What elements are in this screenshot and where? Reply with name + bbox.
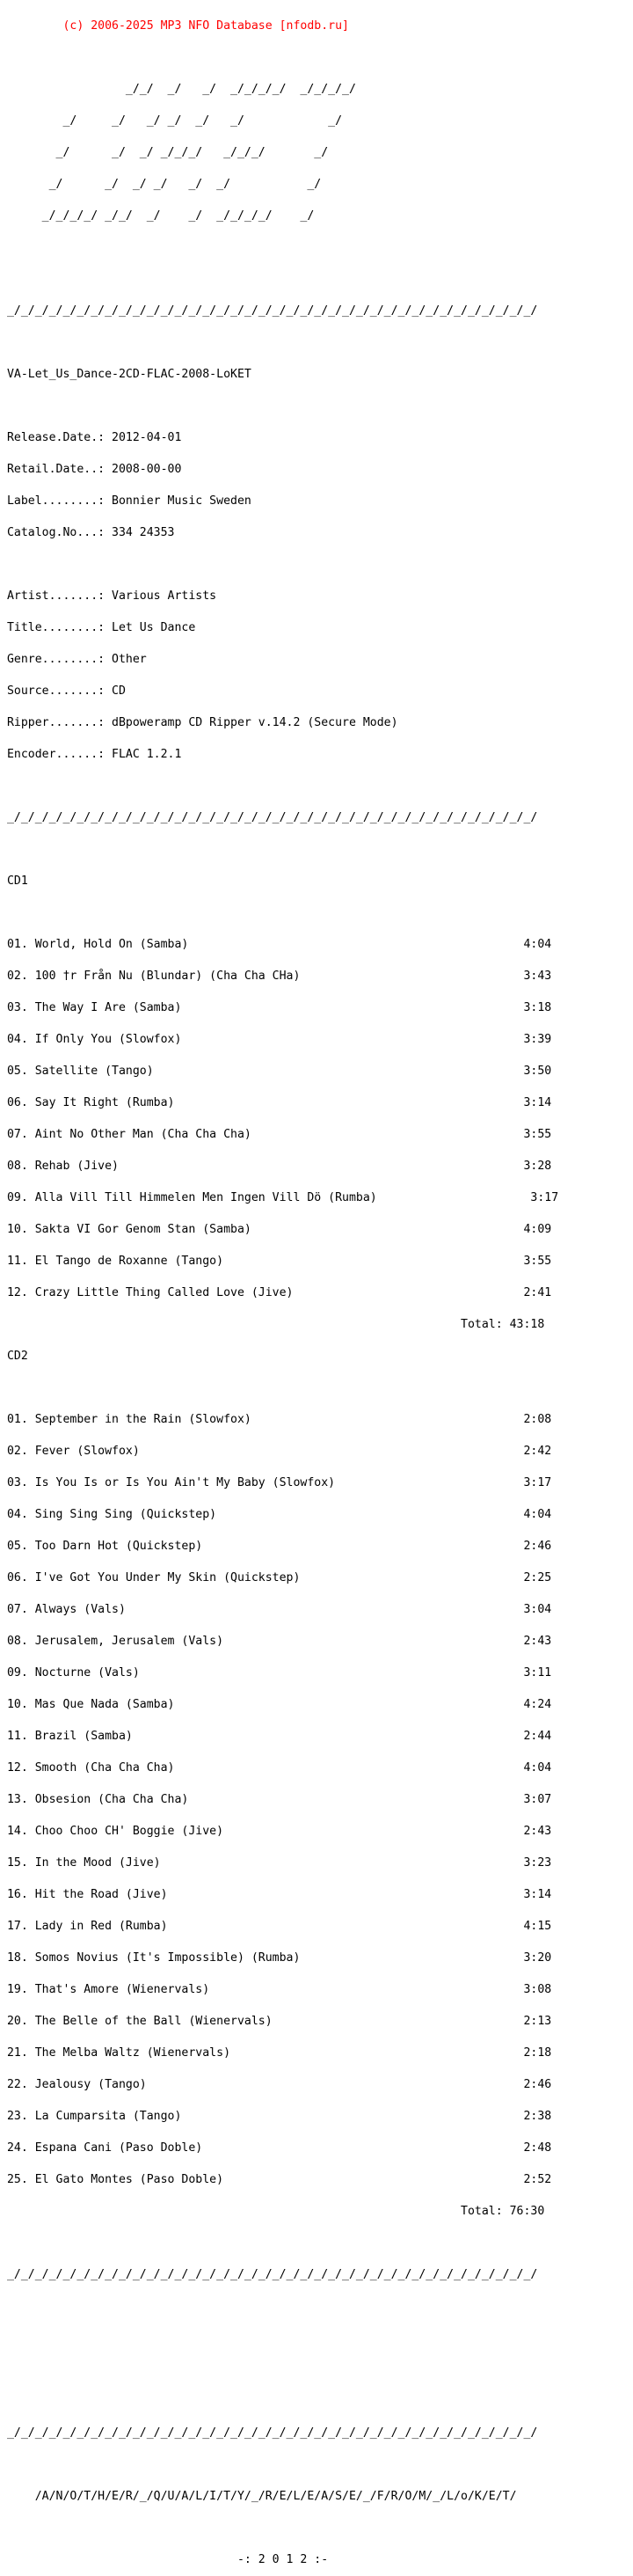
divider: _/_/_/_/_/_/_/_/_/_/_/_/_/_/_/_/_/_/_/_/_/_/_/_/_/_/_/_/_/_/_/_/_/_/_/_/_/_/ bbox=[0, 2268, 538, 2281]
cd2-track: 09. Nocturne (Vals) 3:11 bbox=[0, 1666, 552, 1680]
cd2-track: 14. Choo Choo CH' Boggie (Jive) 2:43 bbox=[0, 1825, 552, 1838]
cd2-track: 21. The Melba Waltz (Wienervals) 2:18 bbox=[0, 2046, 552, 2060]
cd2-track: 19. That's Amore (Wienervals) 3:08 bbox=[0, 1983, 552, 1996]
meta-line: Source.......: CD bbox=[0, 684, 126, 698]
release-year: -: 2 0 1 2 :- bbox=[0, 2553, 329, 2566]
cd2-track: 22. Jealousy (Tango) 2:46 bbox=[0, 2078, 552, 2091]
cd1-track: 07. Aint No Other Man (Cha Cha Cha) 3:55 bbox=[0, 1128, 552, 1141]
cd1-track: 08. Rehab (Jive) 3:28 bbox=[0, 1160, 552, 1173]
logo-line: _/ _/ _/ _/ _/ _/ _/ bbox=[0, 178, 322, 191]
release-info-line: Catalog.No...: 334 24353 bbox=[0, 526, 175, 539]
cd1-track: 12. Crazy Little Thing Called Love (Jive) 2:41 bbox=[0, 1286, 552, 1299]
cd1-track: 06. Say It Right (Rumba) 3:14 bbox=[0, 1096, 552, 1109]
meta-line: Encoder......: FLAC 1.2.1 bbox=[0, 748, 182, 761]
cd2-track: 13. Obsesion (Cha Cha Cha) 3:07 bbox=[0, 1793, 552, 1806]
cd2-track: 12. Smooth (Cha Cha Cha) 4:04 bbox=[0, 1761, 552, 1775]
cd2-track: 17. Lady in Red (Rumba) 4:15 bbox=[0, 1920, 552, 1933]
divider: _/_/_/_/_/_/_/_/_/_/_/_/_/_/_/_/_/_/_/_/_/_/_/_/_/_/_/_/_/_/_/_/_/_/_/_/_/_/ bbox=[0, 811, 538, 824]
meta-line: Genre........: Other bbox=[0, 653, 147, 666]
cd2-track: 11. Brazil (Samba) 2:44 bbox=[0, 1730, 552, 1743]
release-info-line: Release.Date.: 2012-04-01 bbox=[0, 431, 182, 444]
cd2-track: 18. Somos Novius (It's Impossible) (Rumba) 3:20 bbox=[0, 1951, 552, 1965]
cd1-track: 02. 100 †r Från Nu (Blundar) (Cha Cha CHa) 3:43 bbox=[0, 970, 552, 983]
cd1-track: 05. Satellite (Tango) 3:50 bbox=[0, 1065, 552, 1078]
cd2-track: 15. In the Mood (Jive) 3:23 bbox=[0, 1856, 552, 1870]
cd2-track: 01. September in the Rain (Slowfox) 2:08 bbox=[0, 1413, 552, 1426]
cd1-track: 10. Sakta VI Gor Genom Stan (Samba) 4:09 bbox=[0, 1223, 552, 1236]
cd2-track: 03. Is You Is or Is You Ain't My Baby (Slowfox) 3:17 bbox=[0, 1476, 552, 1489]
divider: _/_/_/_/_/_/_/_/_/_/_/_/_/_/_/_/_/_/_/_/_/_/_/_/_/_/_/_/_/_/_/_/_/_/_/_/_/_/ bbox=[0, 304, 538, 318]
cd2-track: 02. Fever (Slowfox) 2:42 bbox=[0, 1445, 552, 1458]
site-header: (c) 2006-2025 MP3 NFO Database [nfodb.ru] bbox=[0, 19, 349, 33]
logo-line: _/_/_/_/ _/_/ _/ _/ _/_/_/_/ _/ bbox=[0, 209, 315, 223]
cd2-track: 23. La Cumparsita (Tango) 2:38 bbox=[0, 2110, 552, 2123]
logo-line: _/_/ _/ _/ _/_/_/_/ _/_/_/_/ bbox=[0, 83, 356, 96]
cd1-track: 09. Alla Vill Till Himmelen Men Ingen Vill Dö (Rumba) 3:17 bbox=[0, 1191, 559, 1204]
logo-line: _/ _/ _/ _/ _/ _/ _/ bbox=[0, 114, 343, 128]
cd2-track: 05. Too Darn Hot (Quickstep) 2:46 bbox=[0, 1540, 552, 1553]
cd2-track: 20. The Belle of the Ball (Wienervals) 2:13 bbox=[0, 2015, 552, 2028]
meta-line: Title........: Let Us Dance bbox=[0, 621, 196, 634]
cd2-track: 10. Mas Que Nada (Samba) 4:24 bbox=[0, 1698, 552, 1711]
cd2-track: 24. Espana Cani (Paso Doble) 2:48 bbox=[0, 2141, 552, 2155]
cd2-track: 08. Jerusalem, Jerusalem (Vals) 2:43 bbox=[0, 1635, 552, 1648]
cd2-track: 04. Sing Sing Sing (Quickstep) 4:04 bbox=[0, 1508, 552, 1521]
cd1-label: CD1 bbox=[0, 875, 28, 888]
divider: _/_/_/_/_/_/_/_/_/_/_/_/_/_/_/_/_/_/_/_/_/_/_/_/_/_/_/_/_/_/_/_/_/_/_/_/_/_/ bbox=[0, 2426, 538, 2440]
logo-line: _/ _/ _/ _/_/_/ _/_/_/ _/ bbox=[0, 146, 329, 159]
footer-tagline: /A/N/O/T/H/E/R/_/Q/U/A/L/I/T/Y/_/R/E/L/E/A/S/E/_/F/R/O/M/_/L/o/K/E/T/ bbox=[0, 2490, 517, 2503]
release-name: VA-Let_Us_Dance-2CD-FLAC-2008-LoKET bbox=[0, 368, 251, 381]
release-info-line: Label........: Bonnier Music Sweden bbox=[0, 494, 251, 508]
cd1-total: Total: 43:18 bbox=[0, 1318, 545, 1331]
cd2-track: 25. El Gato Montes (Paso Doble) 2:52 bbox=[0, 2173, 552, 2186]
release-info-line: Retail.Date..: 2008-00-00 bbox=[0, 463, 182, 476]
cd2-label: CD2 bbox=[0, 1350, 28, 1363]
cd2-track: 06. I've Got You Under My Skin (Quickstep) 2:25 bbox=[0, 1571, 552, 1584]
cd1-track: 04. If Only You (Slowfox) 3:39 bbox=[0, 1033, 552, 1046]
cd2-track: 16. Hit the Road (Jive) 3:14 bbox=[0, 1888, 552, 1901]
cd2-total: Total: 76:30 bbox=[0, 2205, 545, 2218]
meta-line: Ripper.......: dBpoweramp CD Ripper v.14.2 (Secure Mode) bbox=[0, 716, 398, 729]
cd1-track: 01. World, Hold On (Samba) 4:04 bbox=[0, 938, 552, 951]
logo-line bbox=[0, 53, 633, 63]
cd1-track: 11. El Tango de Roxanne (Tango) 3:55 bbox=[0, 1255, 552, 1268]
cd2-track: 07. Always (Vals) 3:04 bbox=[0, 1603, 552, 1616]
meta-line: Artist.......: Various Artists bbox=[0, 589, 217, 603]
cd1-track: 03. The Way I Are (Samba) 3:18 bbox=[0, 1001, 552, 1014]
